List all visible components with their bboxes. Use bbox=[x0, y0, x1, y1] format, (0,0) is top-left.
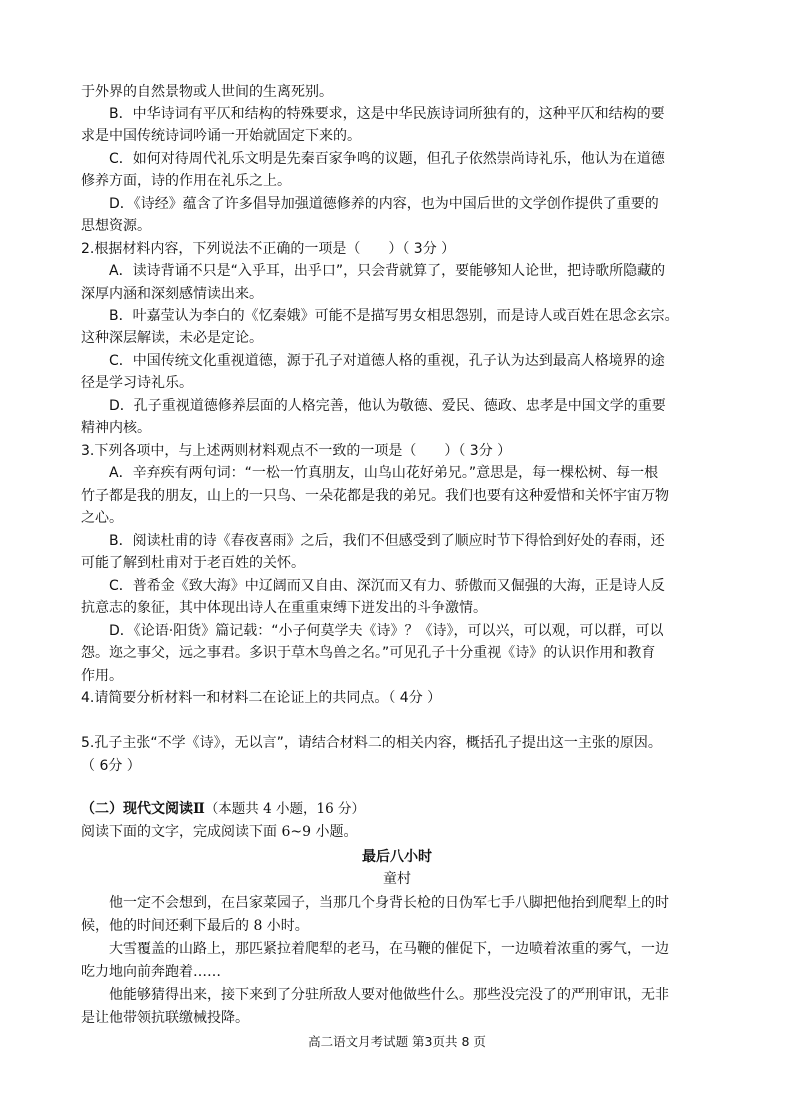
question-5: 5.孔子主张“不学《诗》，无以言”，请结合材料二的相关内容，概括孔子提出这一主张的原因。 bbox=[81, 735, 662, 751]
text-line: 于外界的自然景物或人世间的生离死别。 bbox=[81, 84, 333, 100]
option-a-line: A．辛弃疾有两句词：“一松一竹真朋友，山鸟山花好弟兄。”意思是，每一棵松树、每一根 bbox=[109, 465, 659, 481]
text-line: 可能了解到杜甫对于老百姓的关怀。 bbox=[81, 555, 305, 571]
text-line: 深厚内涵和深刻感情读出来。 bbox=[81, 286, 263, 302]
text-line: 这种深层解读，未必是定论。 bbox=[81, 330, 263, 346]
option-d-line: D．《论语·阳货》篇记载：“小子何莫学夫《诗》？《诗》，可以兴，可以观，可以群，可以 bbox=[109, 623, 664, 639]
text-line: 作用。 bbox=[81, 668, 123, 684]
option-c-line: C．普希金《致大海》中辽阔而又自由、深沉而又有力、骄傲而又倔强的大海，正是诗人反 bbox=[109, 578, 665, 594]
text-line: 求是中国传统诗词吟诵一开始就固定下来的。 bbox=[81, 128, 361, 144]
text-line: 修养方面，诗的作用在礼乐之上。 bbox=[81, 173, 291, 189]
story-line: 候，他的时间还剩下最后的 8 小时。 bbox=[81, 918, 309, 934]
story-line: 他能够猜得出来，接下来到了分驻所敌人要对他做些什么。那些没完没了的严刑审讯，无非 bbox=[109, 987, 669, 1003]
option-b-line: B．中华诗词有平仄和结构的特殊要求，这是中华民族诗词所独有的，这种平仄和结构的要 bbox=[109, 106, 665, 122]
section-title: （二）现代文阅读Ⅱ bbox=[81, 801, 205, 817]
option-a-line: A．读诗背诵不只是“入乎耳，出乎口”，只会背就算了，要能够知人论世，把诗歌所隐藏的 bbox=[109, 263, 666, 279]
text-line: 思想资源。 bbox=[81, 218, 151, 234]
text-line: 之心。 bbox=[81, 510, 123, 526]
story-line: 大雪覆盖的山路上，那匹紧拉着爬犁的老马，在马鞭的催促下，一边喷着浓重的雾气，一边 bbox=[109, 941, 669, 957]
text-line: 怨。迩之事父，远之事君。多识于草木鸟兽之名。”可见孔子十分重视《诗》的认识作用和教育 bbox=[81, 645, 656, 661]
text-line: 精神内核。 bbox=[81, 420, 151, 436]
option-d-line: D．孔子重视道德修养层面的人格完善，他认为敬德、爱民、德政、忠孝是中国文学的重要 bbox=[109, 398, 666, 414]
page-footer: 高二语文月考试题 第3页共 8 页 bbox=[308, 1034, 486, 1049]
question-5-score: （ 6分 ） bbox=[81, 758, 141, 774]
text-line: 竹子都是我的朋友，山上的一只鸟、一朵花都是我的弟兄。我们也要有这种爱惜和关怀宇宙万物 bbox=[81, 488, 669, 504]
option-c-line: C．如何对待周代礼乐文明是先秦百家争鸣的议题，但孔子依然崇尚诗礼乐，他认为在道德 bbox=[109, 151, 665, 167]
section-note: （本题共 4 小题，16 分） bbox=[204, 801, 365, 817]
question-4: 4.请简要分析材料一和材料二在论证上的共同点。（ 4分 ） bbox=[81, 690, 442, 706]
text-line: 抗意志的象征，其中体现出诗人在重重束缚下迸发出的斗争激情。 bbox=[81, 600, 487, 616]
story-line: 是让他带领抗联缴械投降。 bbox=[81, 1010, 249, 1026]
story-line: 吃力地向前奔跑着…… bbox=[81, 964, 221, 980]
section-heading bbox=[81, 799, 365, 819]
question-3: 3.下列各项中，与上述两则材料观点不一致的一项是（ ）（ 3分 ） bbox=[81, 443, 512, 459]
option-d-line: D．《诗经》蕴含了许多倡导加强道德修养的内容，也为中国后世的文学创作提供了重要的 bbox=[109, 196, 659, 212]
text-line: 径是学习诗礼乐。 bbox=[81, 375, 193, 391]
story-line: 他一定不会想到，在吕家菜园子，当那几个身背长枪的日伪军七手八脚把他抬到爬犁上的时 bbox=[109, 895, 669, 911]
question-2: 2.根据材料内容，下列说法不正确的一项是（ ）（ 3分 ） bbox=[81, 241, 456, 257]
option-c-line: C．中国传统文化重视道德，源于孔子对道德人格的重视，孔子认为达到最高人格境界的途 bbox=[109, 353, 665, 369]
story-author: 童村 bbox=[383, 871, 411, 887]
story-title: 最后八小时 bbox=[362, 849, 432, 865]
section-instruction: 阅读下面的文字，完成阅读下面 6~9 小题。 bbox=[81, 824, 358, 840]
option-b-line: B．叶嘉莹认为李白的《忆秦娥》可能不是描写男女相思怨别，而是诗人或百姓在思念玄宗。 bbox=[109, 308, 679, 324]
option-b-line: B．阅读杜甫的诗《春夜喜雨》之后，我们不但感受到了顺应时节下得恰到好处的春雨，还 bbox=[109, 533, 665, 549]
